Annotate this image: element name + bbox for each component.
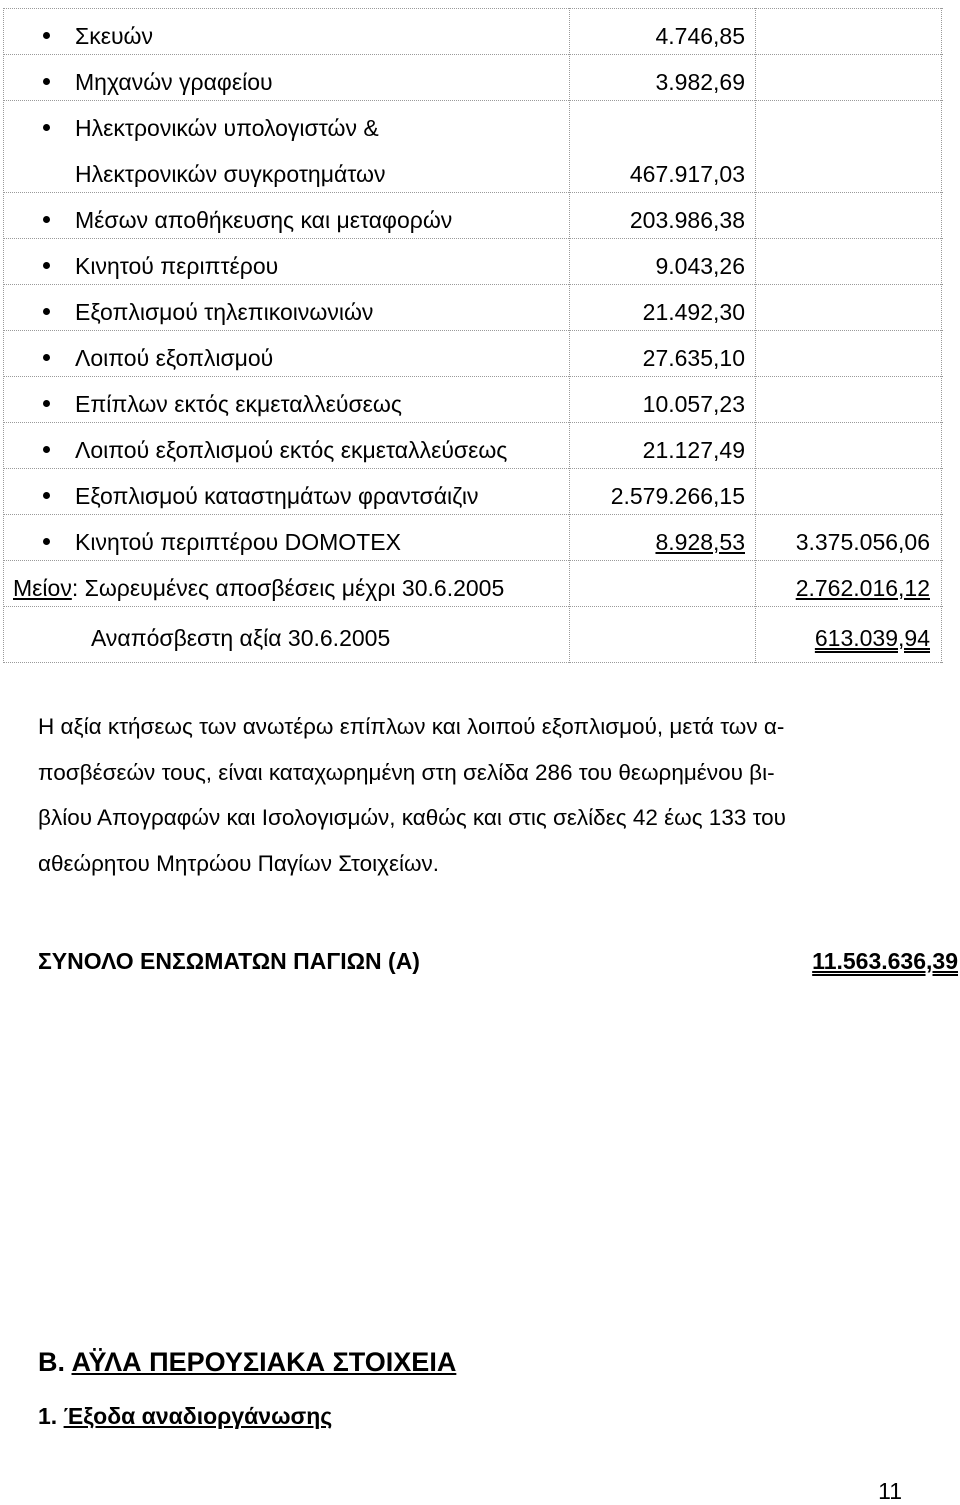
item-amount: 9.043,26 xyxy=(655,253,745,279)
table-rule xyxy=(3,8,943,9)
item-amount: 467.917,03 xyxy=(629,161,745,187)
net-value-amount: 613.039,94 xyxy=(814,625,930,651)
item-amount: 4.746,85 xyxy=(655,23,745,49)
gross-total-amount: 3.375.056,06 xyxy=(795,529,930,555)
less-text: : Σωρευμένες αποσβέσεις μέχρι 30.6.2005 xyxy=(71,575,505,601)
bullet-icon xyxy=(43,354,50,361)
item-label-continued: Ηλεκτρονικών συγκροτημάτων xyxy=(75,161,386,187)
item-amount: 2.579.266,15 xyxy=(610,483,745,509)
item-label: Σκευών xyxy=(75,23,154,49)
item-amount: 21.127,49 xyxy=(642,437,745,463)
section-b-title: ΑΫΛΑ ΠΕΡΟΥΣΙΑΚΑ ΣΤΟΙΧΕΙΑ xyxy=(71,1347,457,1377)
table-row xyxy=(3,242,943,288)
table-row xyxy=(3,380,943,426)
bullet-icon xyxy=(43,400,50,407)
paragraph-line: ποσβέσεών τους, είναι καταχωρημένη στη σελίδα 286 του θεωρημένου βι- xyxy=(38,759,775,785)
table-row xyxy=(3,288,943,334)
bullet-icon xyxy=(43,124,50,131)
bullet-icon xyxy=(43,262,50,269)
subsection-1-title: Έξοδα αναδιοργάνωσης xyxy=(63,1403,333,1429)
item-label: Λοιπού εξοπλισμού xyxy=(75,345,274,371)
item-label: Ηλεκτρονικών υπολογιστών & xyxy=(75,115,379,141)
item-label: Κινητού περιπτέρου DOMOTEX xyxy=(75,529,401,555)
depreciation-label xyxy=(13,575,504,602)
paragraph-line: βλίου Απογραφών και Ισολογισμών, καθώς και στις σελίδες 42 έως 133 του xyxy=(38,805,786,830)
bullet-icon xyxy=(43,492,50,499)
subsection-1-heading xyxy=(38,1403,332,1430)
item-label: Μέσων αποθήκευσης και μεταφορών xyxy=(75,207,453,233)
table-row xyxy=(3,196,943,242)
bullet-icon xyxy=(43,538,50,545)
table-row xyxy=(3,12,943,58)
item-label: Λοιπού εξοπλισμού εκτός εκμεταλλεύσεως xyxy=(75,437,508,463)
item-amount: 10.057,23 xyxy=(642,391,745,417)
table-rule xyxy=(3,662,943,663)
table-row xyxy=(3,518,943,564)
net-value-label: Αναπόσβεστη αξία 30.6.2005 xyxy=(91,625,391,651)
item-amount: 203.986,38 xyxy=(629,207,745,233)
bullet-icon xyxy=(43,446,50,453)
section-b-heading xyxy=(38,1347,456,1378)
item-amount: 27.635,10 xyxy=(642,345,745,371)
item-label: Εξοπλισμού καταστημάτων φραντσάιζιν xyxy=(75,483,479,509)
paragraph-line: Η αξία κτήσεως των ανωτέρω επίπλων και λοιπού εξοπλισμού, μετά των α- xyxy=(38,714,785,739)
item-label: Επίπλων εκτός εκμεταλλεύσεως xyxy=(75,391,402,417)
subsection-1-prefix: 1. xyxy=(38,1403,64,1429)
item-label: Μηχανών γραφείου xyxy=(75,69,273,95)
tangible-assets-total-label: ΣΥΝΟΛΟ ΕΝΣΩΜΑΤΩΝ ΠΑΓΙΩΝ (Α) xyxy=(38,948,420,974)
item-amount: 8.928,53 xyxy=(655,529,745,555)
bullet-icon xyxy=(43,308,50,315)
paragraph-line: αθεώρητου Μητρώου Παγίων Στοιχείων. xyxy=(38,850,440,876)
table-row xyxy=(3,472,943,518)
less-prefix: Μείον xyxy=(13,575,72,601)
item-amount: 21.492,30 xyxy=(642,299,745,325)
tangible-assets-total-value: 11.563.636,39 xyxy=(812,948,958,974)
table-row-accumulated-depreciation xyxy=(3,564,943,610)
page-number: 11 xyxy=(878,1478,902,1504)
bullet-icon xyxy=(43,216,50,223)
depreciation-amount: 2.762.016,12 xyxy=(795,575,930,601)
item-amount: 3.982,69 xyxy=(655,69,745,95)
table-row-net-value xyxy=(3,614,943,660)
section-b-prefix: Β. xyxy=(38,1347,72,1377)
table-row xyxy=(3,334,943,380)
table-row xyxy=(3,58,943,104)
item-label: Εξοπλισμού τηλεπικοινωνιών xyxy=(75,299,374,325)
bullet-icon xyxy=(43,78,50,85)
table-row xyxy=(3,426,943,472)
explanatory-paragraph xyxy=(38,704,918,886)
bullet-icon xyxy=(43,32,50,39)
item-label: Κινητού περιπτέρου xyxy=(75,253,279,279)
table-row xyxy=(3,104,943,196)
